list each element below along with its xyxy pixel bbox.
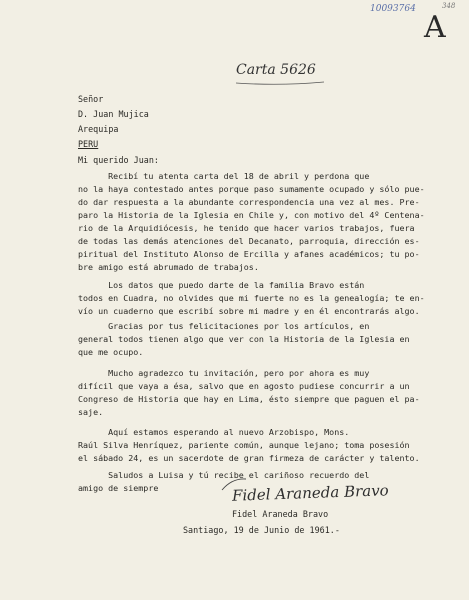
body-line: Los datos que puedo darte de la familia Bravo están — [78, 280, 365, 290]
archive-number: 10093764 — [370, 4, 416, 14]
carta-reference: Carta 5626 — [236, 62, 316, 78]
body-line: amigo de siempre — [78, 483, 159, 493]
recipient-city: Arequipa — [78, 124, 119, 134]
body-line: piritual del Instituto Alonso de Ercilla y afanes académicos; tu po- — [78, 249, 420, 259]
signature-handwritten: Fidel Araneda Bravo — [231, 481, 389, 505]
body-line: Raúl Silva Henríquez, pariente común, aunque lejano; toma posesión — [78, 440, 410, 450]
body-line: rio de la Arquidiócesis, he tenido que hacer varios trabajos, fuera — [78, 223, 415, 233]
body-line: general todos tienen algo que ver con la Historia de la Iglesia en — [78, 334, 410, 344]
signature-flourish — [220, 476, 250, 492]
body-line: vío un cuaderno que escribí sobre mi madre y en él encontrarás algo. — [78, 306, 420, 316]
archive-mark: A — [424, 10, 446, 45]
place-date: Santiago, 19 de Junio de 1961.- — [183, 525, 340, 535]
folio-number: 348 — [442, 2, 456, 10]
body-line: saje. — [78, 407, 104, 417]
body-line: el sábado 24, es un sacerdote de gran firmeza de carácter y talento. — [78, 453, 420, 463]
body-line: que me ocupo. — [78, 347, 144, 357]
body-line: Gracias por tus felicitaciones por los artículos, en — [78, 321, 370, 331]
body-line: Mucho agradezco tu invitación, pero por ahora es muy — [78, 368, 370, 378]
body-line: difícil que vaya a ésa, salvo que en agosto pudiese concurrir a un — [78, 381, 410, 391]
body-line: Aquí estamos esperando al nuevo Arzobispo, Mons. — [78, 427, 350, 437]
body-line: no la haya contestado antes porque paso sumamente ocupado y sólo pue- — [78, 184, 425, 194]
body-line: Saludos a Luisa y tú recibe el cariñoso recuerdo del — [78, 470, 370, 480]
recipient-salutation: Señor — [78, 94, 104, 104]
body-line: do dar respuesta a la abundante correspondencia una vez al mes. Pre- — [78, 197, 420, 207]
carta-underline — [234, 80, 326, 86]
greeting: Mi querido Juan: — [78, 155, 159, 165]
recipient-name: D. Juan Mujica — [78, 109, 149, 119]
signature-typed: Fidel Araneda Bravo — [232, 509, 329, 519]
body-line: paro la Historia de la Iglesia en Chile y, con motivo del 4º Centena- — [78, 210, 425, 220]
body-line: todos en Cuadra, no olvides que mi fuerte no es la genealogía; te en- — [78, 293, 425, 303]
body-line: de todas las demás atenciones del Decanato, parroquia, dirección es- — [78, 236, 420, 246]
body-line: Recibí tu atenta carta del 18 de abril y perdona que — [78, 171, 370, 181]
body-line: Congreso de Historia que hay en Lima, ésto siempre que paguen el pa- — [78, 394, 420, 404]
body-line: bre amigo está abrumado de trabajos. — [78, 262, 259, 272]
recipient-country: PERU — [78, 139, 99, 149]
